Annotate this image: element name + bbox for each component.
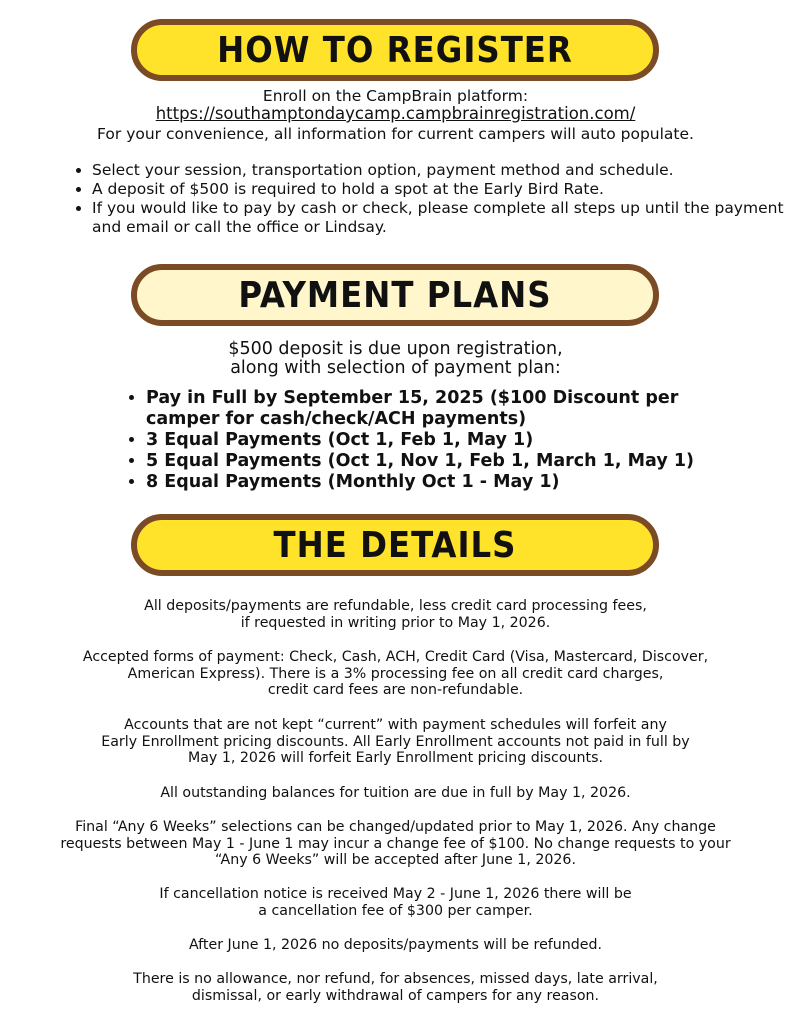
detail-line: if requested in writing prior to May 1, 2026. xyxy=(240,614,551,631)
detail-cancellation-fee xyxy=(30,886,761,919)
register-line-enroll: Enroll on the CampBrain platform: xyxy=(262,87,529,105)
list-item: • Select your session, transportation option, payment method and schedule. xyxy=(92,161,791,180)
detail-line: After June 1, 2026 no deposits/payments will be refunded. xyxy=(188,937,603,953)
detail-line: All deposits/payments are refundable, less credit card processing fees, xyxy=(144,598,647,614)
detail-line: requests between May 1 - June 1 may incur a change fee of $100. No change requests to your xyxy=(60,835,731,852)
detail-line: Final “Any 6 Weeks” selections can be changed/updated prior to May 1, 2026. Any change xyxy=(75,819,716,835)
detail-line: Early Enrollment pricing discounts. All Early Enrollment accounts not paid in full by xyxy=(101,733,690,750)
register-line-autopopulate: For your convenience, all information for current campers will auto populate. xyxy=(97,125,694,143)
detail-line: a cancellation fee of $300 per camper. xyxy=(258,902,533,919)
detail-line: American Express). There is a 3% processing fee on all credit card charges, xyxy=(127,665,664,682)
detail-line: dismissal, or early withdrawal of campers for any reason. xyxy=(191,987,600,1004)
plans-intro-line: along with selection of payment plan: xyxy=(230,358,561,378)
detail-line: If cancellation notice is received May 2 - June 1, 2026 there will be xyxy=(159,886,632,902)
payment-plans-list xyxy=(124,388,726,493)
detail-line: All outstanding balances for tuition are due in full by May 1, 2026. xyxy=(160,785,631,801)
detail-current-accounts xyxy=(30,717,761,767)
detail-payment-forms xyxy=(30,649,761,699)
how-to-register-banner xyxy=(131,19,659,81)
detail-balances-due xyxy=(30,785,761,802)
detail-line: May 1, 2026 will forfeit Early Enrollment pricing discounts. xyxy=(188,750,603,766)
detail-line: Accepted forms of payment: Check, Cash, ACH, Credit Card (Visa, Mastercard, Discover, xyxy=(82,649,709,665)
list-item: • 8 Equal Payments (Monthly Oct 1 - May 1) xyxy=(146,472,726,493)
list-item: • Pay in Full by September 15, 2025 ($100 Discount per camper for cash/check/ACH payments) xyxy=(146,388,726,430)
payment-plans-intro xyxy=(0,340,791,378)
the-details-title: THE DETAILS xyxy=(273,524,517,566)
the-details-banner xyxy=(131,514,659,576)
detail-no-allowance xyxy=(30,971,761,1004)
detail-line: There is no allowance, nor refund, for absences, missed days, late arrival, xyxy=(133,971,658,987)
payment-plans-title: PAYMENT PLANS xyxy=(238,274,552,316)
plans-intro-line: $500 deposit is due upon registration, xyxy=(228,339,563,359)
payment-plans-banner xyxy=(131,264,659,326)
list-item: • 5 Equal Payments (Oct 1, Nov 1, Feb 1, March 1, May 1) xyxy=(146,451,726,472)
detail-line: Accounts that are not kept “current” with payment schedules will forfeit any xyxy=(124,717,667,733)
detail-no-refunds xyxy=(30,937,761,954)
register-steps-list xyxy=(70,161,791,237)
detail-any-6-weeks xyxy=(30,819,761,869)
detail-line: credit card fees are non-refundable. xyxy=(267,682,524,698)
detail-refund-policy xyxy=(30,598,761,631)
list-item: • If you would like to pay by cash or check, please complete all steps up until the payment and email or call the office or Lindsay. xyxy=(92,199,791,237)
list-item: • 3 Equal Payments (Oct 1, Feb 1, May 1) xyxy=(146,430,726,451)
detail-line: “Any 6 Weeks” will be accepted after June 1, 2026. xyxy=(215,852,576,868)
campbrain-registration-link[interactable]: https://southamptondaycamp.campbrainregistration.com/ xyxy=(155,104,636,123)
list-item: • A deposit of $500 is required to hold a spot at the Early Bird Rate. xyxy=(92,180,791,199)
how-to-register-title: HOW TO REGISTER xyxy=(217,29,573,71)
